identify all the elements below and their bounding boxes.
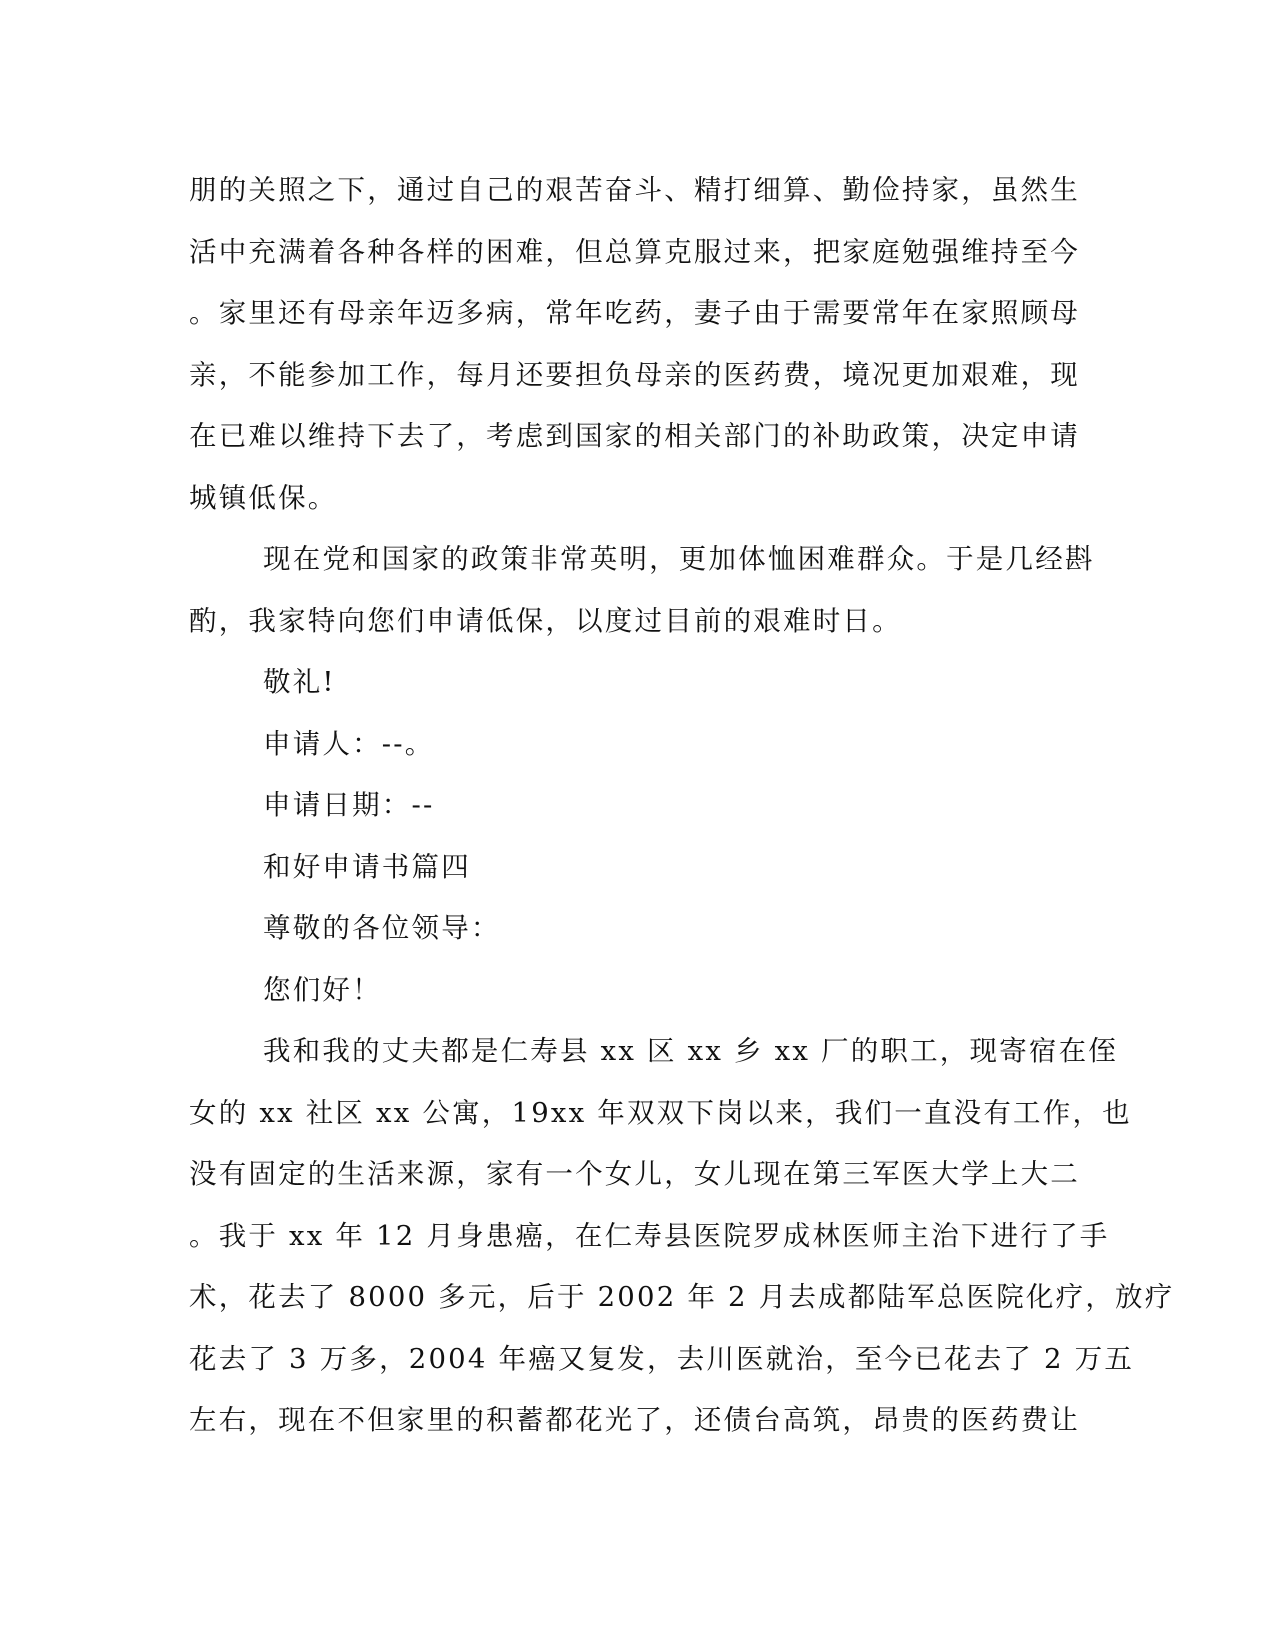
text-line: 朋的关照之下，通过自己的艰苦奋斗、精打细算、勤俭持家，虽然生 xyxy=(189,174,1080,206)
text-line: 。我于 xx 年 12 月身患癌，在仁寿县医院罗成林医师主治下进行了手 xyxy=(189,1219,1110,1252)
greeting-line: 您们好！ xyxy=(263,973,382,1006)
text-line: 没有固定的生活来源，家有一个女儿，女儿现在第三军医大学上大二 xyxy=(189,1158,1080,1190)
section-heading: 和好申请书篇四 xyxy=(263,850,471,883)
text-line: 在已难以维持下去了，考虑到国家的相关部门的补助政策，决定申请 xyxy=(189,420,1080,452)
text-line: 城镇低保。 xyxy=(189,481,338,514)
text-line: 亲，不能参加工作，每月还要担负母亲的医药费，境况更加艰难，现 xyxy=(189,358,1080,391)
salutation-line: 敬礼! xyxy=(263,666,336,698)
document-body xyxy=(189,160,1175,1452)
text-line: 左右，现在不但家里的积蓄都花光了，还债台高筑，昂贵的医药费让 xyxy=(189,1404,1080,1436)
text-line: 术，花去了 8000 多元，后于 2002 年 2 月去成都陆军总医院化疗，放疗 xyxy=(189,1281,1175,1313)
text-line: 花去了 3 万多，2004 年癌又复发，去川医就治，至今已花去了 2 万五 xyxy=(189,1342,1135,1375)
paragraph-start-line: 我和我的丈夫都是仁寿县 xx 区 xx 乡 xx 厂的职工，现寄宿在侄 xyxy=(263,1035,1119,1067)
text-line: 酌，我家特向您们申请低保，以度过目前的艰难时日。 xyxy=(189,604,902,637)
greeting-line: 尊敬的各位领导： xyxy=(263,912,501,944)
text-line: 活中充满着各种各样的困难，但总算克服过来，把家庭勉强维持至今 xyxy=(189,235,1080,268)
text-line: 。家里还有母亲年迈多病，常年吃药，妻子由于需要常年在家照顾母 xyxy=(189,297,1080,329)
applicant-line: 申请人：--。 xyxy=(263,727,435,760)
application-date-line: 申请日期：-- xyxy=(263,789,435,821)
paragraph-start-line: 现在党和国家的政策非常英明，更加体恤困难群众。于是几经斟 xyxy=(263,543,1095,575)
text-line: 女的 xx 社区 xx 公寓，19xx 年双双下岗以来，我们一直没有工作，也 xyxy=(189,1096,1132,1129)
